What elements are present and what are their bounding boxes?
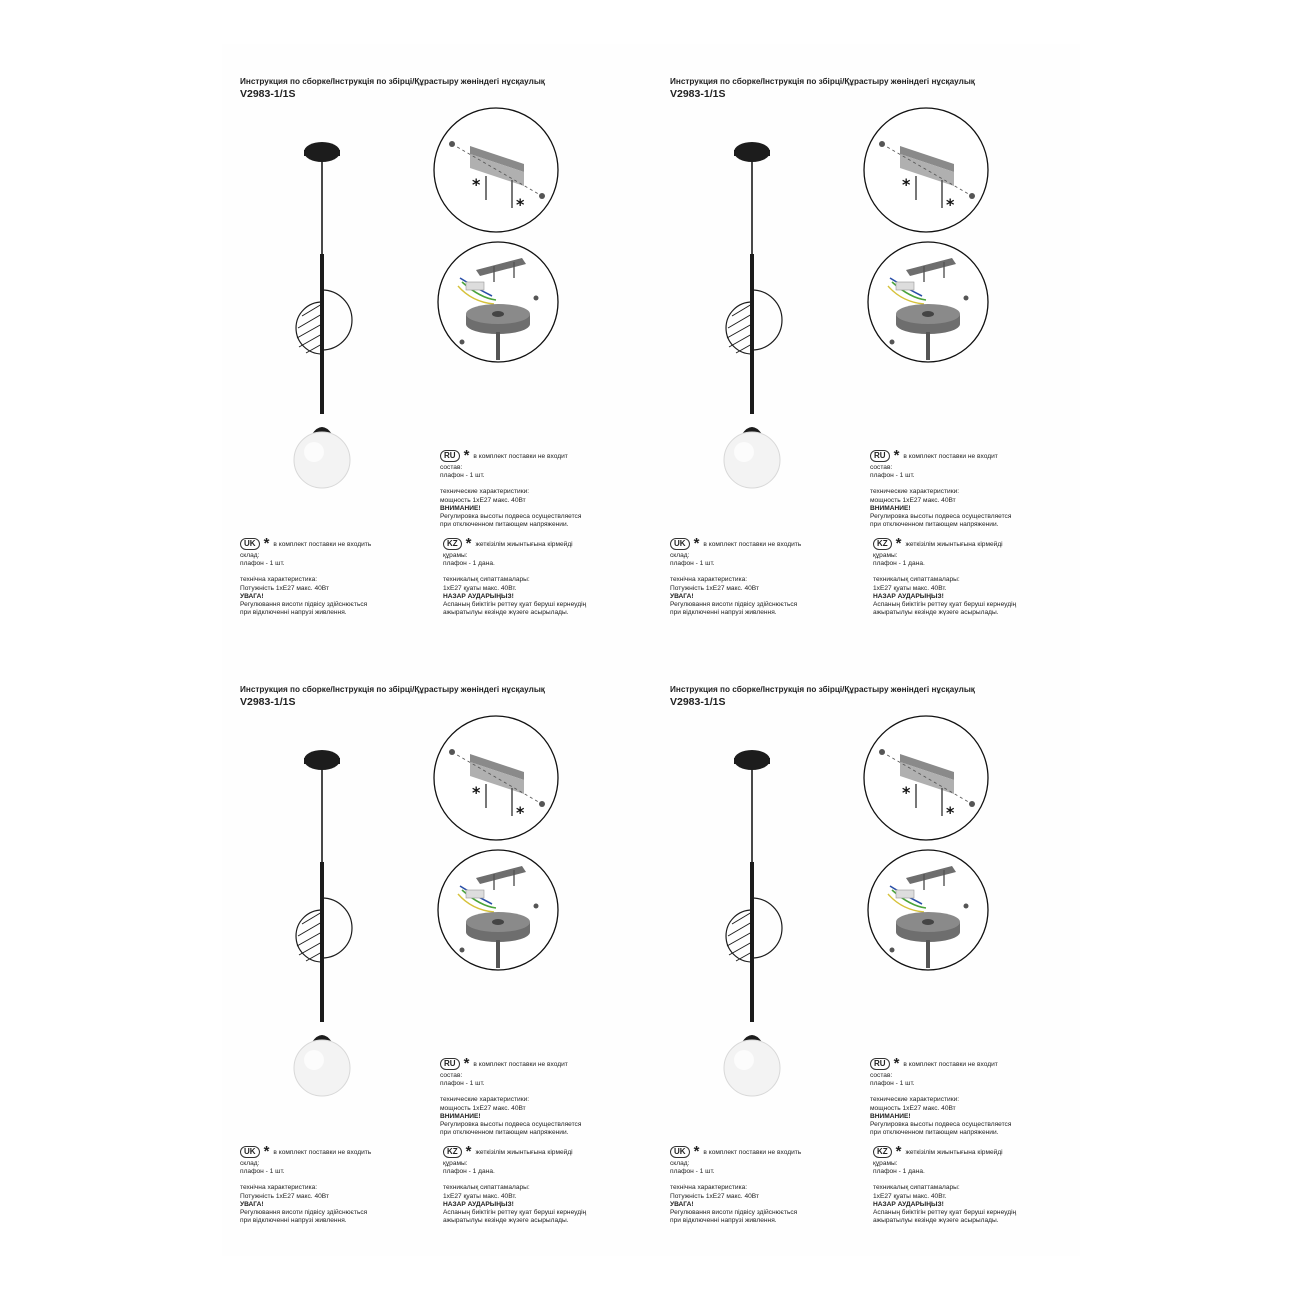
wiring-canopy-diagram: [866, 240, 990, 364]
instruction-panel: [652, 44, 1082, 644]
uk-specs-label: технічна характеристика:: [670, 1184, 748, 1192]
uk-warning-line2: при відключенні напрузі живлення.: [240, 1217, 347, 1225]
pendant-lamp-illustration: [712, 134, 802, 494]
instruction-title: Инструкция по сборке/Інструкція по збірці/Құрастыру жөніндегі нұсқаулық: [240, 685, 545, 694]
kz-composition-value: плафон - 1 дана.: [443, 560, 495, 568]
kz-warning-line1: Аспаның биіктігін реттеу қуат беруші кернеудің: [443, 1209, 587, 1217]
ru-composition-value: плафон - 1 шт.: [870, 472, 915, 480]
pendant-lamp-illustration: [712, 742, 802, 1102]
ru-instructions: [870, 447, 1012, 529]
kz-warning-line2: ажыратылуы кезінде жүзеге асырылады.: [443, 1217, 569, 1225]
kz-warning-label: НАЗАР АУДАРЫҢЫЗ!: [873, 592, 944, 600]
uk-warning-label: УВАГА!: [670, 1200, 694, 1208]
uk-specs-label: технічна характеристика:: [240, 576, 318, 584]
kz-badge: KZ: [873, 538, 892, 550]
not-included-star: *: [946, 803, 955, 822]
kz-warning-label: НАЗАР АУДАРЫҢЫЗ!: [443, 1200, 514, 1208]
kz-star-note: жеткізілім жиынтығына кірмейді: [475, 540, 573, 548]
ru-composition-label: состав:: [440, 464, 463, 471]
ru-specs-value: мощность 1хЕ27 макс. 40Вт: [440, 1104, 526, 1112]
model-number: V2983-1/1S: [670, 696, 726, 708]
ru-specs-label: технические характеристики:: [440, 488, 530, 496]
ru-badge: RU: [870, 1058, 890, 1070]
kz-specs-value: 1хЕ27 қуаты макс. 40Вт.: [443, 584, 517, 592]
uk-warning-line1: Регулювання висоти підвісу здійснюється: [240, 1209, 368, 1217]
kz-warning-line2: ажыратылуы кезінде жүзеге асырылады.: [873, 1217, 999, 1225]
uk-composition-label: склад:: [670, 552, 690, 559]
kz-specs-value: 1хЕ27 қуаты макс. 40Вт.: [873, 1192, 947, 1200]
uk-badge: UK: [670, 538, 690, 550]
uk-composition-value: плафон - 1 шт.: [240, 1168, 285, 1176]
uk-warning-label: УВАГА!: [240, 1200, 264, 1208]
kz-composition-value: плафон - 1 дана.: [873, 560, 925, 568]
ru-composition-label: состав:: [440, 1072, 463, 1079]
kz-specs-label: техникалық сипаттамалары:: [443, 576, 530, 584]
kz-instructions: [443, 535, 587, 617]
kz-composition-label: құрамы:: [873, 1160, 898, 1167]
uk-warning-label: УВАГА!: [240, 592, 264, 600]
not-included-star: *: [893, 447, 900, 464]
mounting-bracket-diagram: [862, 714, 990, 842]
ru-specs-label: технические характеристики:: [870, 488, 960, 496]
ru-instructions: [440, 1055, 582, 1137]
kz-warning-line2: ажыратылуы кезінде жүзеге асырылады.: [873, 609, 999, 617]
not-included-star: *: [946, 195, 955, 214]
ru-warning-line1: Регулировка высоты подвеса осуществляется: [440, 513, 582, 521]
kz-warning-line1: Аспаның биіктігін реттеу қуат беруші кернеудің: [873, 1209, 1017, 1217]
not-included-star: *: [895, 1143, 902, 1160]
uk-warning-label: УВАГА!: [670, 592, 694, 600]
model-number: V2983-1/1S: [240, 88, 296, 100]
ru-composition-value: плафон - 1 шт.: [440, 1080, 485, 1088]
kz-badge: KZ: [873, 1146, 892, 1158]
kz-specs-label: техникалық сипаттамалары:: [873, 576, 960, 584]
uk-composition-label: склад:: [240, 1160, 260, 1167]
kz-star-note: жеткізілім жиынтығына кірмейді: [905, 1148, 1003, 1156]
uk-specs-value: Потужність 1хЕ27 макс. 40Вт: [240, 584, 330, 592]
wiring-canopy-diagram: [436, 240, 560, 364]
ru-specs-label: технические характеристики:: [870, 1096, 960, 1104]
ru-warning-line1: Регулировка высоты подвеса осуществляется: [870, 1121, 1012, 1129]
ru-specs-label: технические характеристики:: [440, 1096, 530, 1104]
uk-instructions: [240, 1143, 372, 1225]
uk-badge: UK: [670, 1146, 690, 1158]
uk-warning-line2: при відключенні напрузі живлення.: [670, 1217, 777, 1225]
not-included-star: *: [516, 195, 525, 214]
not-included-star: *: [902, 783, 911, 802]
ru-warning-label: ВНИМАНИЕ!: [440, 1112, 481, 1120]
uk-specs-label: технічна характеристика:: [240, 1184, 318, 1192]
not-included-star: *: [465, 535, 472, 552]
uk-specs-label: технічна характеристика:: [670, 576, 748, 584]
uk-warning-line1: Регулювання висоти підвісу здійснюється: [670, 1209, 798, 1217]
not-included-star: *: [693, 535, 700, 552]
uk-warning-line2: при відключенні напрузі живлення.: [240, 609, 347, 617]
uk-star-note: в комплект поставки не входить: [273, 540, 372, 548]
ru-badge: RU: [440, 1058, 460, 1070]
ru-warning-line1: Регулировка высоты подвеса осуществляется: [440, 1121, 582, 1129]
ru-badge: RU: [440, 450, 460, 462]
uk-badge: UK: [240, 538, 260, 550]
kz-specs-label: техникалық сипаттамалары:: [443, 1184, 530, 1192]
ru-warning-line1: Регулировка высоты подвеса осуществляется: [870, 513, 1012, 521]
kz-specs-value: 1хЕ27 қуаты макс. 40Вт.: [443, 1192, 517, 1200]
mounting-bracket-diagram: [432, 714, 560, 842]
not-included-star: *: [463, 1055, 470, 1072]
ru-specs-value: мощность 1хЕ27 макс. 40Вт: [870, 1104, 956, 1112]
ru-specs-value: мощность 1хЕ27 макс. 40Вт: [440, 496, 526, 504]
kz-badge: KZ: [443, 538, 462, 550]
not-included-star: *: [465, 1143, 472, 1160]
uk-badge: UK: [240, 1146, 260, 1158]
uk-specs-value: Потужність 1хЕ27 макс. 40Вт: [670, 1192, 760, 1200]
instruction-panel: [652, 652, 1082, 1252]
uk-instructions: [670, 535, 802, 617]
ru-instructions: [440, 447, 582, 529]
ru-star-note: в комплект поставки не входит: [473, 1060, 568, 1068]
not-included-star: *: [895, 535, 902, 552]
not-included-star: *: [472, 783, 481, 802]
ru-star-note: в комплект поставки не входит: [903, 452, 998, 460]
not-included-star: *: [516, 803, 525, 822]
ru-warning-label: ВНИМАНИЕ!: [440, 504, 481, 512]
ru-warning-label: ВНИМАНИЕ!: [870, 504, 911, 512]
wiring-canopy-diagram: [866, 848, 990, 972]
uk-warning-line2: при відключенні напрузі живлення.: [670, 609, 777, 617]
instruction-panel: [222, 44, 652, 644]
instruction-panel: [222, 652, 652, 1252]
ru-specs-value: мощность 1хЕ27 макс. 40Вт: [870, 496, 956, 504]
mounting-bracket-diagram: [432, 106, 560, 234]
ru-warning-line2: при отключенном питающем напряжении.: [440, 1129, 569, 1137]
model-number: V2983-1/1S: [670, 88, 726, 100]
kz-composition-label: құрамы:: [443, 1160, 468, 1167]
kz-composition-label: құрамы:: [443, 552, 468, 559]
kz-warning-label: НАЗАР АУДАРЫҢЫЗ!: [443, 592, 514, 600]
instruction-title: Инструкция по сборке/Інструкція по збірці/Құрастыру жөніндегі нұсқаулық: [670, 77, 975, 86]
kz-specs-value: 1хЕ27 қуаты макс. 40Вт.: [873, 584, 947, 592]
ru-composition-label: состав:: [870, 464, 893, 471]
uk-composition-value: плафон - 1 шт.: [240, 560, 285, 568]
uk-composition-value: плафон - 1 шт.: [670, 1168, 715, 1176]
uk-composition-label: склад:: [670, 1160, 690, 1167]
instruction-title: Инструкция по сборке/Інструкція по збірці/Құрастыру жөніндегі нұсқаулық: [240, 77, 545, 86]
ru-warning-line2: при отключенном питающем напряжении.: [870, 521, 999, 529]
uk-star-note: в комплект поставки не входить: [703, 540, 802, 548]
instruction-title: Инструкция по сборке/Інструкція по збірці/Құрастыру жөніндегі нұсқаулық: [670, 685, 975, 694]
kz-warning-label: НАЗАР АУДАРЫҢЫЗ!: [873, 1200, 944, 1208]
kz-badge: KZ: [443, 1146, 462, 1158]
pendant-lamp-illustration: [282, 742, 372, 1102]
uk-specs-value: Потужність 1хЕ27 макс. 40Вт: [240, 1192, 330, 1200]
kz-composition-value: плафон - 1 дана.: [873, 1168, 925, 1176]
not-included-star: *: [263, 1143, 270, 1160]
ru-warning-line2: при отключенном питающем напряжении.: [870, 1129, 999, 1137]
uk-star-note: в комплект поставки не входить: [703, 1148, 802, 1156]
uk-star-note: в комплект поставки не входить: [273, 1148, 372, 1156]
uk-composition-label: склад:: [240, 552, 260, 559]
kz-instructions: [873, 535, 1017, 617]
kz-composition-label: құрамы:: [873, 552, 898, 559]
not-included-star: *: [463, 447, 470, 464]
ru-composition-value: плафон - 1 шт.: [440, 472, 485, 480]
not-included-star: *: [263, 535, 270, 552]
kz-instructions: [443, 1143, 587, 1225]
ru-instructions: [870, 1055, 1012, 1137]
ru-warning-line2: при отключенном питающем напряжении.: [440, 521, 569, 529]
kz-warning-line2: ажыратылуы кезінде жүзеге асырылады.: [443, 609, 569, 617]
ru-star-note: в комплект поставки не входит: [473, 452, 568, 460]
kz-star-note: жеткізілім жиынтығына кірмейді: [475, 1148, 573, 1156]
kz-specs-label: техникалық сипаттамалары:: [873, 1184, 960, 1192]
pendant-lamp-illustration: [282, 134, 372, 494]
ru-composition-label: состав:: [870, 1072, 893, 1079]
not-included-star: *: [693, 1143, 700, 1160]
ru-composition-value: плафон - 1 шт.: [870, 1080, 915, 1088]
kz-warning-line1: Аспаның биіктігін реттеу қуат беруші кернеудің: [873, 601, 1017, 609]
uk-warning-line1: Регулювання висоти підвісу здійснюється: [240, 601, 368, 609]
kz-instructions: [873, 1143, 1017, 1225]
wiring-canopy-diagram: [436, 848, 560, 972]
uk-composition-value: плафон - 1 шт.: [670, 560, 715, 568]
ru-badge: RU: [870, 450, 890, 462]
uk-instructions: [670, 1143, 802, 1225]
not-included-star: *: [893, 1055, 900, 1072]
uk-instructions: [240, 535, 372, 617]
mounting-bracket-diagram: [862, 106, 990, 234]
kz-star-note: жеткізілім жиынтығына кірмейді: [905, 540, 1003, 548]
uk-warning-line1: Регулювання висоти підвісу здійснюється: [670, 601, 798, 609]
kz-composition-value: плафон - 1 дана.: [443, 1168, 495, 1176]
ru-star-note: в комплект поставки не входит: [903, 1060, 998, 1068]
not-included-star: *: [472, 175, 481, 194]
kz-warning-line1: Аспаның биіктігін реттеу қуат беруші кернеудің: [443, 601, 587, 609]
not-included-star: *: [902, 175, 911, 194]
uk-specs-value: Потужність 1хЕ27 макс. 40Вт: [670, 584, 760, 592]
model-number: V2983-1/1S: [240, 696, 296, 708]
ru-warning-label: ВНИМАНИЕ!: [870, 1112, 911, 1120]
